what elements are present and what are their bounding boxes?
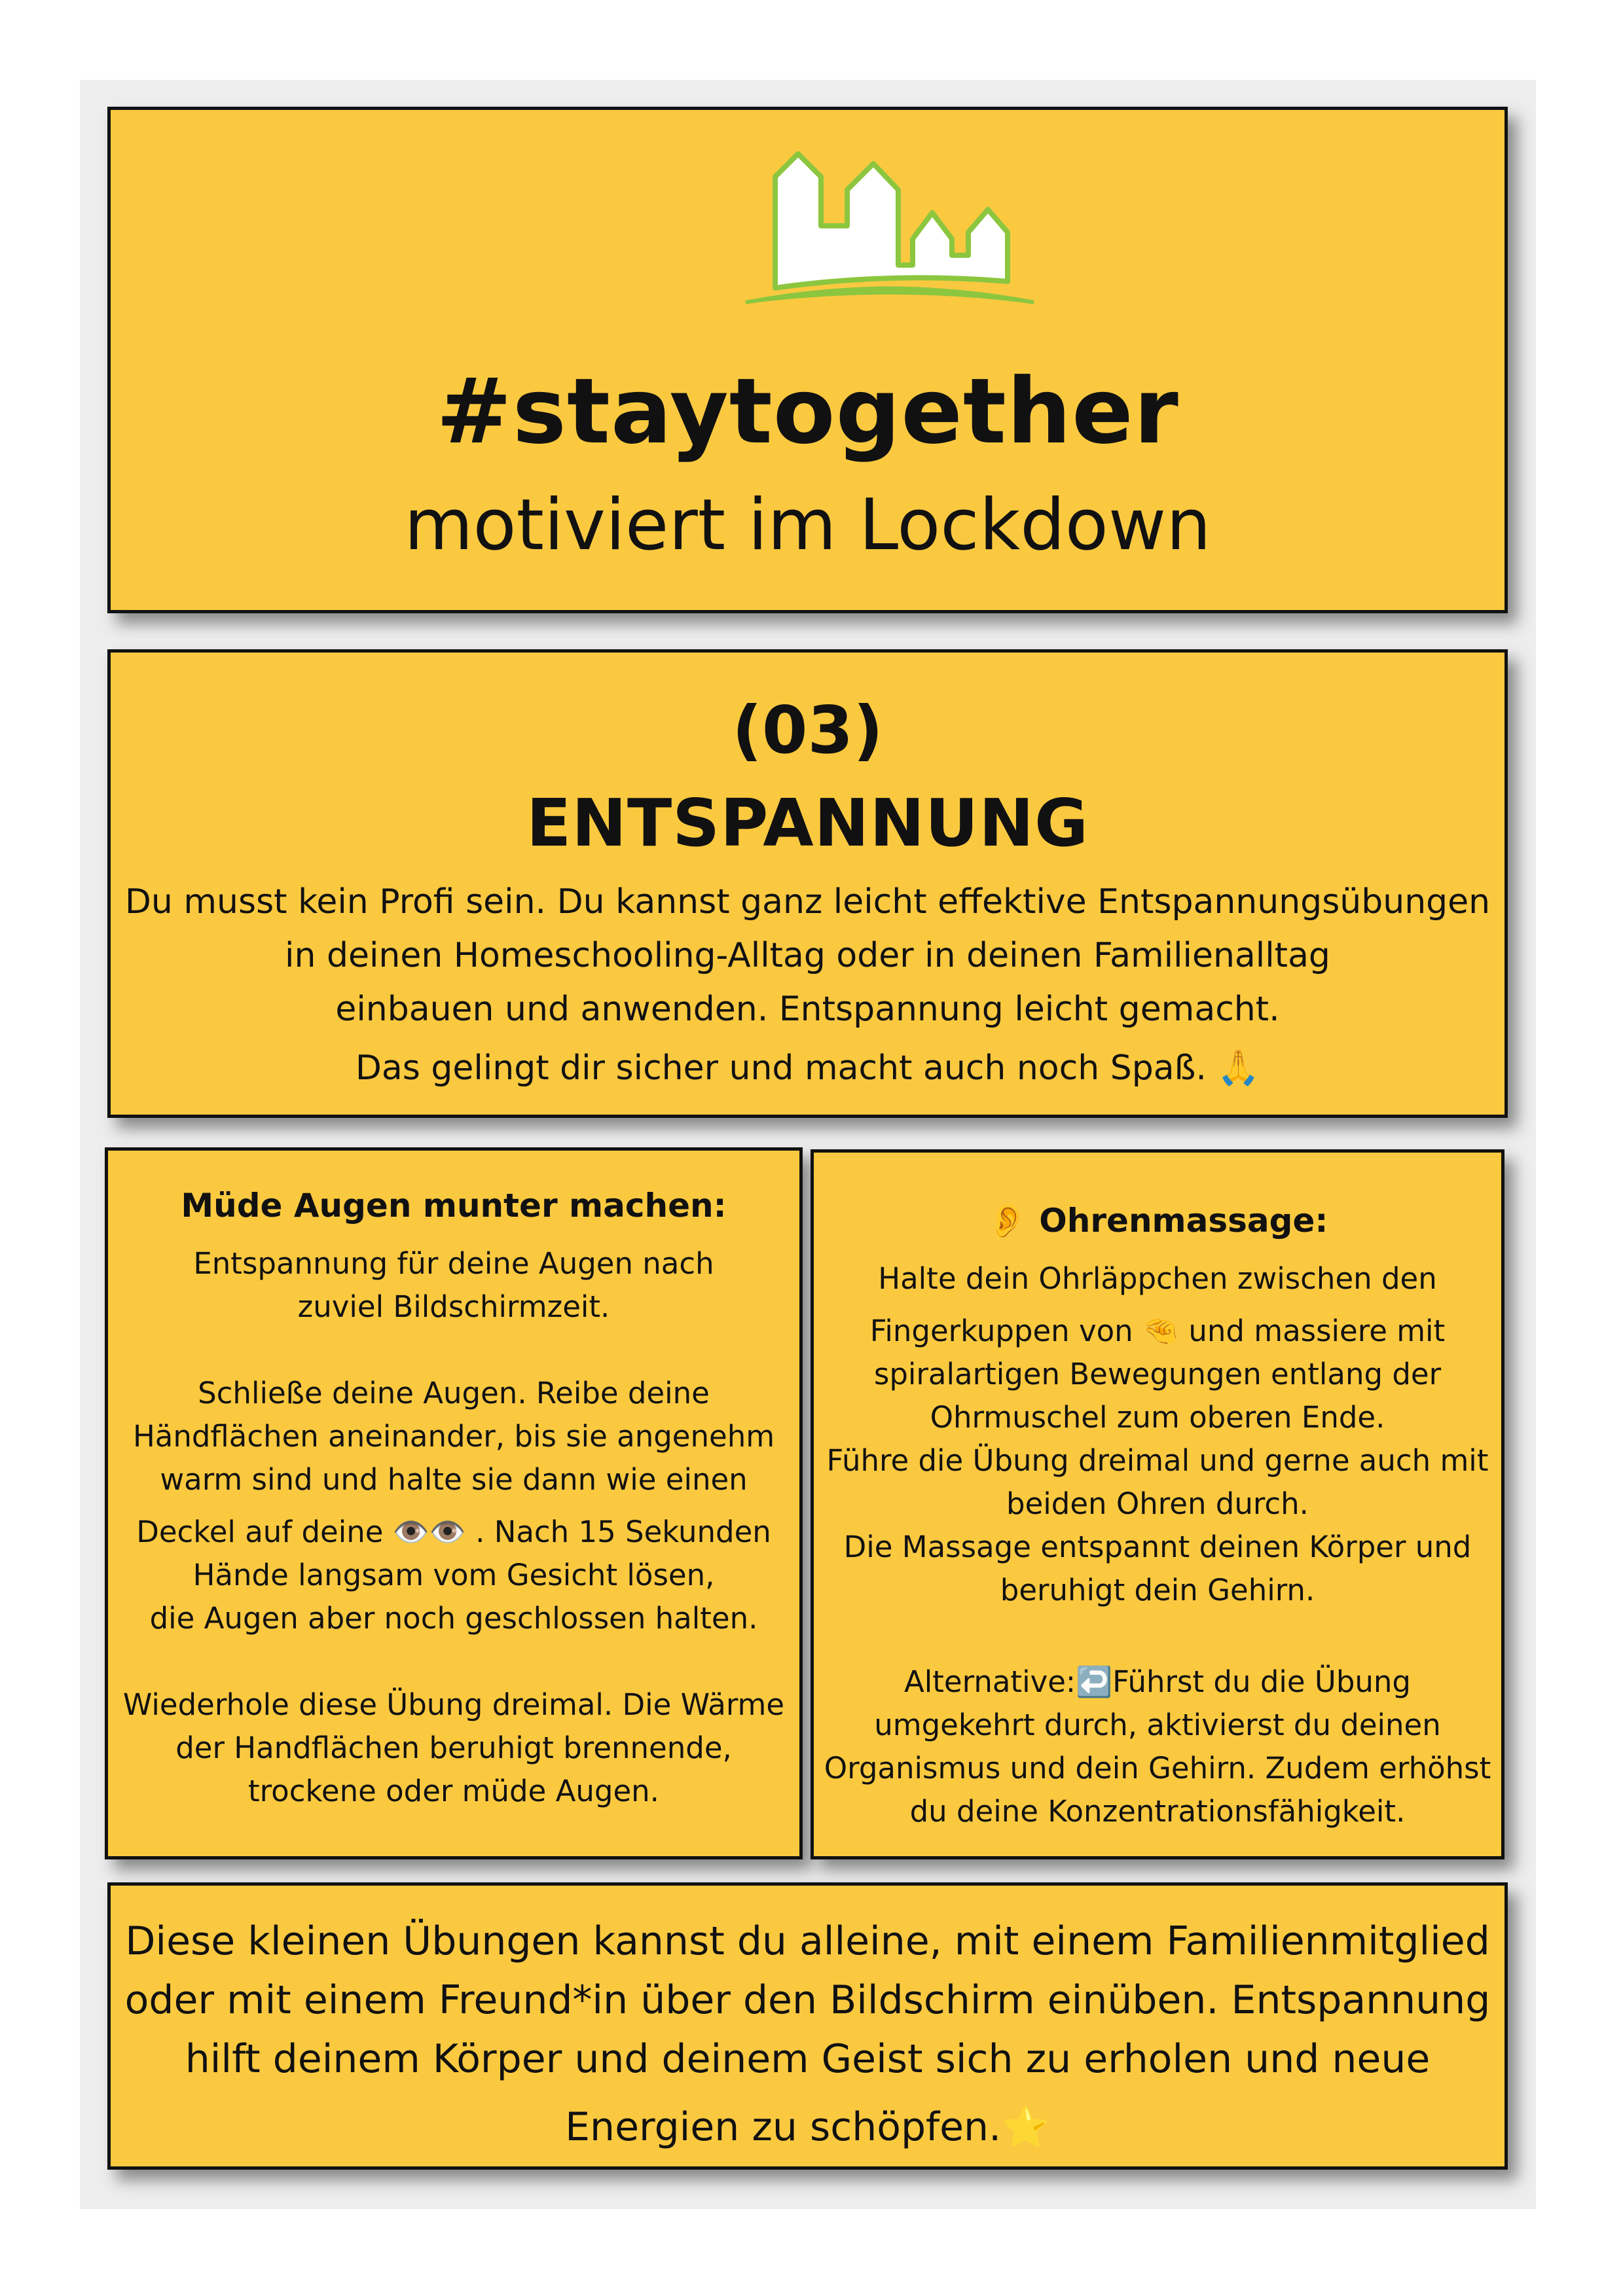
ears-exercise-panel bbox=[811, 1149, 1504, 1859]
eyes-line: zuviel Bildschirmzeit. bbox=[297, 1289, 610, 1324]
header-subtitle: motiviert im Lockdown bbox=[404, 484, 1211, 566]
intro-line: Du musst kein Profi sein. Du kannst ganz leicht effektive Entspannungsübungen bbox=[124, 882, 1491, 922]
eyes-line: Wiederhole diese Übung dreimal. Die Wärme bbox=[122, 1687, 785, 1722]
ears-line: Organismus und dein Gehirn. Zudem erhöhst bbox=[824, 1751, 1491, 1785]
ears-line: umgekehrt durch, aktivierst du deinen bbox=[874, 1708, 1441, 1742]
footer-line: hilft deinem Körper und deinem Geist sich zu erholen und neue bbox=[185, 2036, 1431, 2082]
ears-line: beruhigt dein Gehirn. bbox=[1000, 1573, 1315, 1607]
eyes-exercise-panel bbox=[105, 1147, 803, 1859]
footer-line: oder mit einem Freund*in über den Bildschirm einüben. Entspannung bbox=[124, 1977, 1491, 2023]
intro-line: einbauen und anwenden. Entspannung leicht gemacht. bbox=[335, 990, 1280, 1029]
ears-line: du deine Konzentrationsfähigkeit. bbox=[909, 1794, 1406, 1829]
ears-line: Die Massage entspannt deinen Körper und bbox=[843, 1530, 1472, 1564]
eyes-line: trockene oder müde Augen. bbox=[248, 1774, 659, 1808]
eyes-exercise-title: Müde Augen munter machen: bbox=[181, 1187, 727, 1225]
intro-line: Das gelingt dir sicher und macht auch noch Spaß. 🙏 bbox=[355, 1049, 1260, 1088]
ears-line: Alternative:↩️Führst du die Übung bbox=[904, 1664, 1411, 1699]
eyes-line: Hände langsam vom Gesicht lösen, bbox=[192, 1558, 715, 1592]
eyes-line: warm sind und halte sie dann wie einen bbox=[160, 1462, 748, 1497]
eyes-exercise-text bbox=[113, 1242, 794, 1813]
ears-exercise-title: 👂 Ohrenmassage: bbox=[987, 1202, 1328, 1240]
eyes-line: Schließe deine Augen. Reibe deine bbox=[198, 1376, 710, 1410]
intro-panel bbox=[107, 649, 1508, 1118]
hashtag-title: #staytogether bbox=[436, 359, 1179, 464]
spacer bbox=[113, 1640, 794, 1683]
eyes-line: Deckel auf deine 👁️👁️ . Nach 15 Sekunden bbox=[136, 1515, 771, 1549]
footer-line: Energien zu schöpfen.⭐ bbox=[565, 2104, 1050, 2150]
castle-logo-icon bbox=[716, 151, 1063, 324]
ears-line: Halte dein Ohrläppchen zwischen den bbox=[878, 1261, 1437, 1296]
header-panel bbox=[107, 107, 1508, 613]
spacer bbox=[113, 1329, 794, 1372]
eyes-line: die Augen aber noch geschlossen halten. bbox=[149, 1601, 758, 1636]
footer-panel bbox=[107, 1882, 1508, 2170]
spacer bbox=[819, 1612, 1496, 1655]
eyes-line: Händflächen aneinander, bis sie angenehm bbox=[132, 1419, 775, 1454]
ears-line: spiralartigen Bewegungen entlang der bbox=[873, 1357, 1442, 1391]
eyes-line: Entspannung für deine Augen nach bbox=[193, 1246, 714, 1281]
topic-title: ENTSPANNUNG bbox=[526, 785, 1089, 861]
ears-line: Führe die Übung dreimal und gerne auch mit bbox=[826, 1443, 1489, 1478]
intro-line: in deinen Homeschooling-Alltag oder in deinen Familienalltag bbox=[285, 936, 1330, 975]
episode-number: (03) bbox=[732, 692, 883, 768]
footer-text bbox=[116, 1912, 1499, 2157]
ears-line: Fingerkuppen von 🤏 und massiere mit bbox=[869, 1314, 1446, 1348]
ears-line: Ohrmuschel zum oberen Ende. bbox=[930, 1400, 1385, 1435]
intro-text bbox=[117, 875, 1498, 1095]
ears-line: beiden Ohren durch. bbox=[1006, 1486, 1309, 1521]
ears-exercise-text bbox=[819, 1257, 1496, 1833]
footer-line: Diese kleinen Übungen kannst du alleine, mit einem Familienmitglied bbox=[125, 1918, 1490, 1964]
eyes-line: der Handflächen beruhigt brennende, bbox=[175, 1731, 732, 1765]
